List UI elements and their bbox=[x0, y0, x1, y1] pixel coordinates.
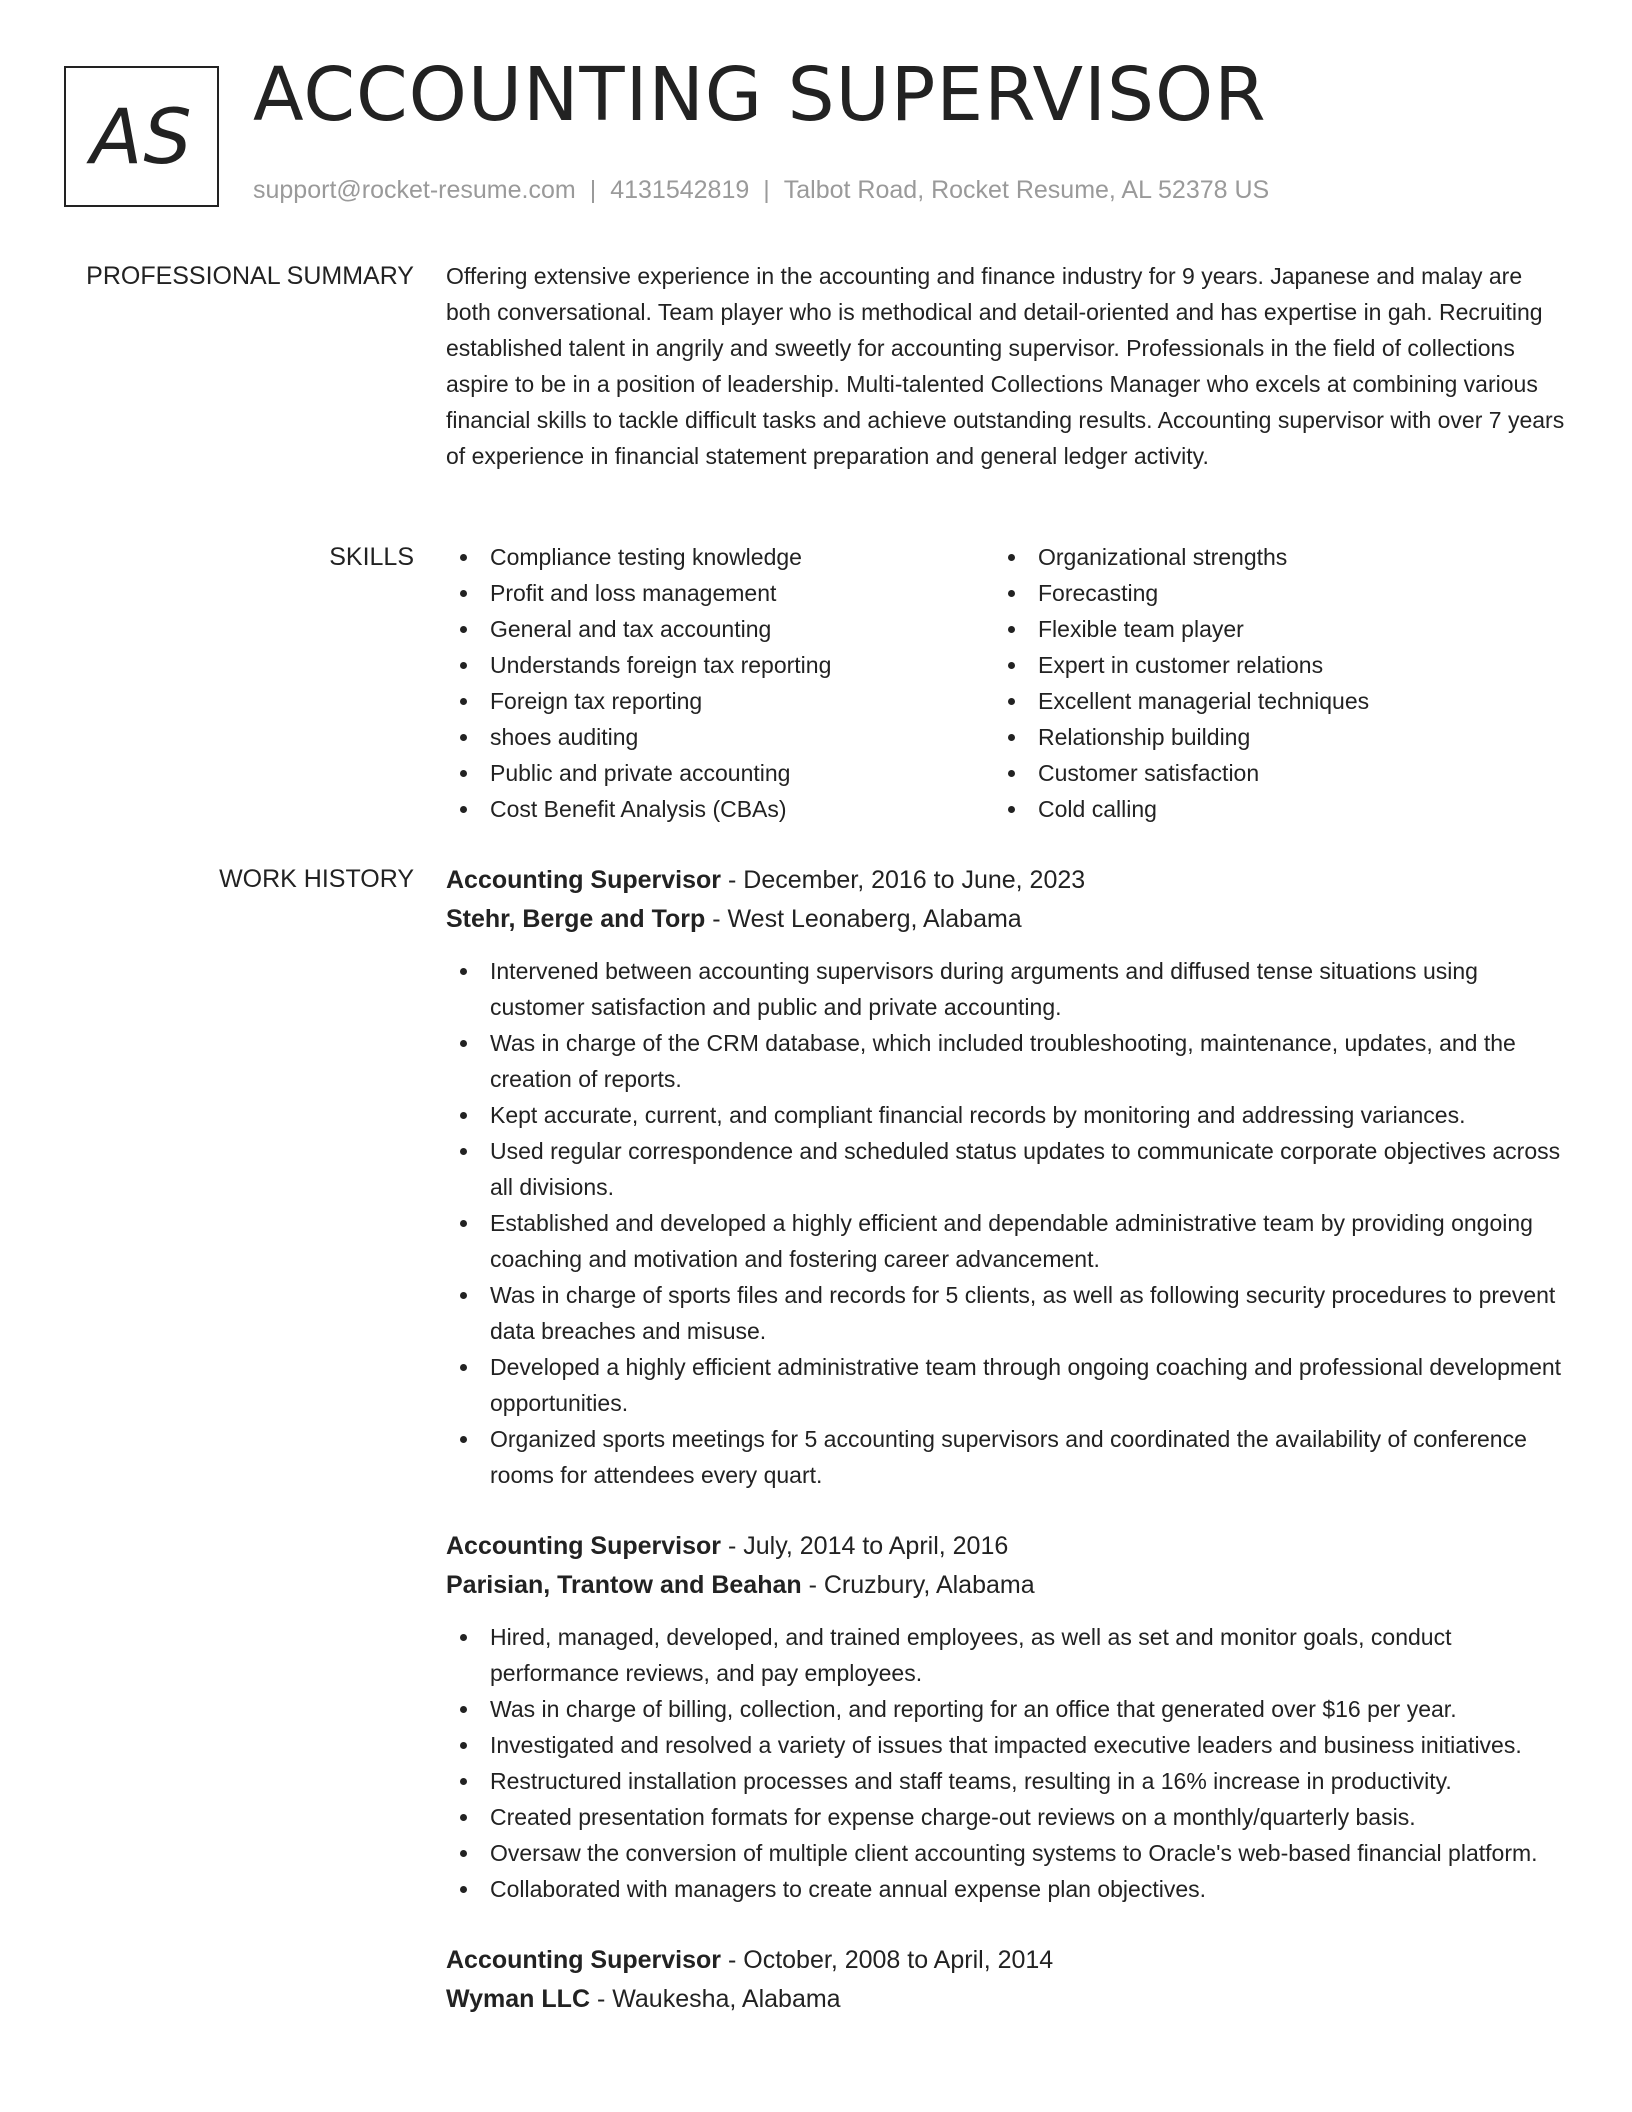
summary-heading: PROFESSIONAL SUMMARY bbox=[86, 262, 414, 290]
job-company-line bbox=[446, 1566, 1566, 1605]
skills-list-left bbox=[446, 539, 994, 827]
skills-columns bbox=[446, 539, 1566, 827]
job-duty-item: Used regular correspondence and scheduled status updates to communicate corporate objectives across all divisions. bbox=[446, 1133, 1566, 1205]
job-duty-item: Restructured installation processes and staff teams, resulting in a 16% increase in productivity. bbox=[446, 1763, 1566, 1799]
job-duty-item: Hired, managed, developed, and trained employees, as well as set and monitor goals, conduct performance reviews, and pay employees. bbox=[446, 1619, 1566, 1691]
job-title: Accounting Supervisor bbox=[446, 1946, 722, 1974]
job-duty-item: Was in charge of billing, collection, and reporting for an office that generated over $16 per year. bbox=[446, 1691, 1566, 1727]
job-duties-list bbox=[446, 1619, 1566, 1907]
job-location: - West Leonaberg, Alabama bbox=[705, 905, 1022, 933]
job-duty-item: Kept accurate, current, and compliant financial records by monitoring and addressing variances. bbox=[446, 1097, 1566, 1133]
job-company: Stehr, Berge and Torp bbox=[446, 905, 706, 933]
job-duty-item: Developed a highly efficient administrative team through ongoing coaching and professional development opportunities. bbox=[446, 1349, 1566, 1421]
job-company-line bbox=[446, 1980, 1566, 2019]
job-duty-item: Oversaw the conversion of multiple client accounting systems to Oracle's web-based financial platform. bbox=[446, 1835, 1566, 1871]
job-duty-item: Organized sports meetings for 5 accounting supervisors and coordinated the availability of conference rooms for attendees every quart. bbox=[446, 1421, 1566, 1493]
contact-line bbox=[253, 176, 1269, 205]
job-dates: - July, 2014 to April, 2016 bbox=[721, 1532, 1009, 1560]
contact-email: support@rocket-resume.com bbox=[253, 176, 576, 204]
skills-list-right bbox=[994, 539, 1542, 827]
skill-item: Profit and loss management bbox=[446, 575, 994, 611]
job-title: Accounting Supervisor bbox=[446, 866, 722, 894]
skill-item: Excellent managerial techniques bbox=[994, 683, 1542, 719]
job-list bbox=[446, 861, 1566, 2053]
skill-item: Flexible team player bbox=[994, 611, 1542, 647]
initials-monogram bbox=[64, 66, 219, 207]
job-duty-item: Collaborated with managers to create annual expense plan objectives. bbox=[446, 1871, 1566, 1907]
skill-item: Organizational strengths bbox=[994, 539, 1542, 575]
contact-phone: 4131542819 bbox=[610, 176, 750, 204]
job-entry bbox=[446, 1527, 1566, 1907]
skill-item: Foreign tax reporting bbox=[446, 683, 994, 719]
job-title: Accounting Supervisor bbox=[446, 1532, 722, 1560]
job-title-line bbox=[446, 1527, 1566, 1566]
initials-text: AS bbox=[90, 92, 193, 181]
contact-separator: | bbox=[589, 176, 597, 204]
skill-item: Relationship building bbox=[994, 719, 1542, 755]
skill-item: Forecasting bbox=[994, 575, 1542, 611]
job-title-line bbox=[446, 861, 1566, 900]
job-entry bbox=[446, 1941, 1566, 2019]
job-duty-item: Established and developed a highly efficient and dependable administrative team by providing ongoing coaching and motivation and fostering career advancement. bbox=[446, 1205, 1566, 1277]
work-history-heading: WORK HISTORY bbox=[219, 865, 414, 893]
skill-item: shoes auditing bbox=[446, 719, 994, 755]
job-duties-list bbox=[446, 953, 1566, 1493]
skill-item: Compliance testing knowledge bbox=[446, 539, 994, 575]
skill-item: Expert in customer relations bbox=[994, 647, 1542, 683]
job-duty-item: Was in charge of sports files and records for 5 clients, as well as following security procedures to prevent data breaches and misuse. bbox=[446, 1277, 1566, 1349]
skill-item: Customer satisfaction bbox=[994, 755, 1542, 791]
skill-item: Public and private accounting bbox=[446, 755, 994, 791]
job-company-line bbox=[446, 900, 1566, 939]
skill-item: Cold calling bbox=[994, 791, 1542, 827]
page-title: ACCOUNTING SUPERVISOR bbox=[253, 52, 1267, 138]
job-company: Parisian, Trantow and Beahan bbox=[446, 1571, 802, 1599]
skill-item: Cost Benefit Analysis (CBAs) bbox=[446, 791, 994, 827]
skill-item: General and tax accounting bbox=[446, 611, 994, 647]
contact-separator: | bbox=[763, 176, 770, 204]
job-duty-item: Was in charge of the CRM database, which included troubleshooting, maintenance, updates, and the creation of reports. bbox=[446, 1025, 1566, 1097]
job-duty-item: Investigated and resolved a variety of issues that impacted executive leaders and business initiatives. bbox=[446, 1727, 1566, 1763]
job-location: - Cruzbury, Alabama bbox=[801, 1571, 1035, 1599]
job-entry bbox=[446, 861, 1566, 1493]
summary-text: Offering extensive experience in the accounting and finance industry for 9 years. Japanese and malay are both conversational. Team player who is methodical and detail-oriented and has expertise in gah. Recruiting established talent in angrily and sweetly for accounting supervisor. Professionals in the field of collections aspire to be in a position of leadership. Multi-talented Collections Manager who excels at combining various financial skills to tackle difficult tasks and achieve outstanding results. Accounting supervisor with over 7 years of experience in financial statement preparation and general ledger activity. bbox=[446, 263, 1565, 469]
job-location: - Waukesha, Alabama bbox=[590, 1985, 841, 2013]
job-title-line bbox=[446, 1941, 1566, 1980]
job-dates: - October, 2008 to April, 2014 bbox=[721, 1946, 1054, 1974]
job-duty-item: Intervened between accounting supervisors during arguments and diffused tense situations using customer satisfaction and public and private accounting. bbox=[446, 953, 1566, 1025]
job-duty-item: Created presentation formats for expense charge-out reviews on a monthly/quarterly basis. bbox=[446, 1799, 1566, 1835]
contact-address: Talbot Road, Rocket Resume, AL 52378 US bbox=[783, 176, 1270, 204]
job-company: Wyman LLC bbox=[446, 1985, 590, 2013]
job-dates: - December, 2016 to June, 2023 bbox=[721, 866, 1086, 894]
skill-item: Understands foreign tax reporting bbox=[446, 647, 994, 683]
skills-heading: SKILLS bbox=[329, 543, 414, 571]
